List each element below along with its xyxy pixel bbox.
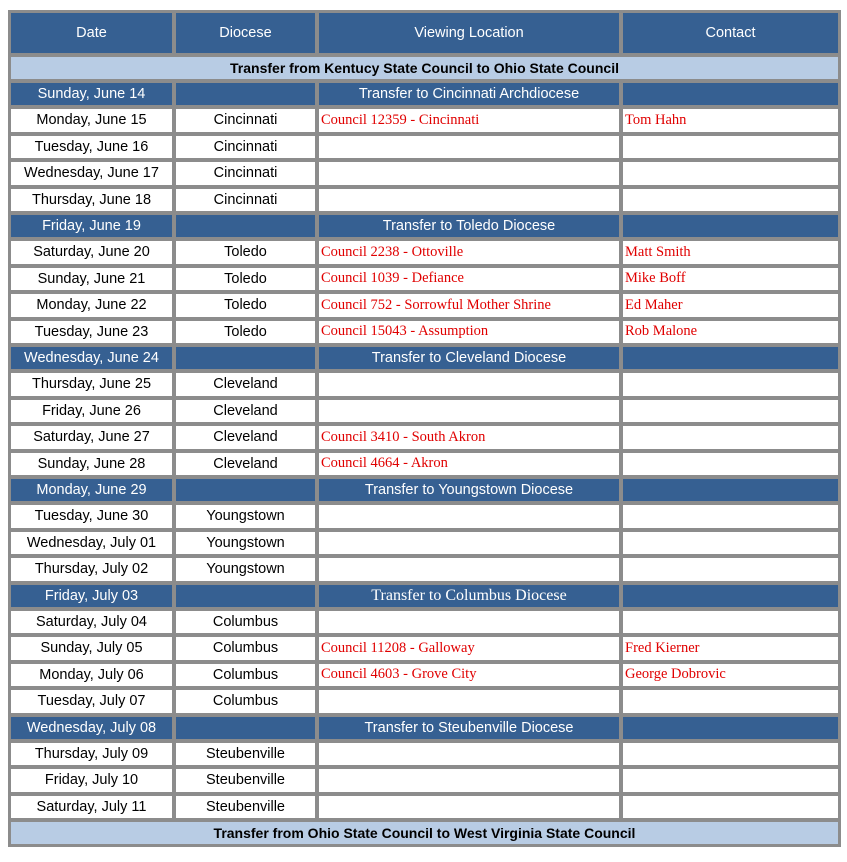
row-location (317, 134, 621, 161)
row-location (317, 741, 621, 768)
row-location: Council 3410 - South Akron (317, 424, 621, 451)
row-location (317, 767, 621, 794)
section-blank (621, 715, 840, 741)
table-row (9, 635, 840, 662)
section-date: Wednesday, June 24 (9, 345, 174, 371)
section-title: Transfer to Toledo Diocese (317, 213, 621, 239)
row-contact: Fred Kierner (621, 635, 840, 662)
row-date: Friday, July 10 (9, 767, 174, 794)
row-location: Council 4603 - Grove City (317, 662, 621, 689)
section-date: Friday, June 19 (9, 213, 174, 239)
banner-top-row (9, 55, 840, 81)
row-diocese: Toledo (174, 292, 317, 319)
section-title: Transfer to Cleveland Diocese (317, 345, 621, 371)
row-contact (621, 741, 840, 768)
row-location: Council 12359 - Cincinnati (317, 107, 621, 134)
table-row (9, 767, 840, 794)
row-location: Council 11208 - Galloway (317, 635, 621, 662)
banner-bottom-row (9, 820, 840, 846)
table-row (9, 503, 840, 530)
row-location (317, 530, 621, 557)
section-row (9, 345, 840, 371)
section-date: Wednesday, July 08 (9, 715, 174, 741)
section-blank (174, 81, 317, 107)
schedule-table (9, 11, 840, 846)
row-location (317, 398, 621, 425)
row-date: Thursday, June 25 (9, 371, 174, 398)
table-row (9, 319, 840, 346)
header-location: Viewing Location (317, 11, 621, 55)
row-location (317, 609, 621, 636)
row-diocese: Toledo (174, 239, 317, 266)
row-date: Saturday, July 11 (9, 794, 174, 821)
row-diocese: Youngstown (174, 556, 317, 583)
section-title: Transfer to Steubenville Diocese (317, 715, 621, 741)
row-date: Sunday, July 05 (9, 635, 174, 662)
section-blank (621, 81, 840, 107)
section-row (9, 715, 840, 741)
row-diocese: Toledo (174, 319, 317, 346)
table-row (9, 424, 840, 451)
row-location: Council 15043 - Assumption (317, 319, 621, 346)
table-row (9, 239, 840, 266)
row-diocese: Steubenville (174, 794, 317, 821)
table-row (9, 741, 840, 768)
row-diocese: Cleveland (174, 398, 317, 425)
row-location (317, 160, 621, 187)
row-contact: Ed Maher (621, 292, 840, 319)
row-location (317, 503, 621, 530)
table-row (9, 160, 840, 187)
row-diocese: Toledo (174, 266, 317, 293)
section-date: Monday, June 29 (9, 477, 174, 503)
row-diocese: Youngstown (174, 503, 317, 530)
table-row (9, 609, 840, 636)
section-blank (174, 345, 317, 371)
table-row (9, 187, 840, 214)
row-contact (621, 767, 840, 794)
row-contact (621, 451, 840, 478)
section-row (9, 213, 840, 239)
row-location (317, 794, 621, 821)
row-diocese: Youngstown (174, 530, 317, 557)
table-row (9, 451, 840, 478)
row-date: Wednesday, June 17 (9, 160, 174, 187)
table-row (9, 398, 840, 425)
row-diocese: Cincinnati (174, 107, 317, 134)
section-title: Transfer to Youngstown Diocese (317, 477, 621, 503)
row-contact (621, 530, 840, 557)
row-location (317, 187, 621, 214)
row-diocese: Columbus (174, 635, 317, 662)
row-contact (621, 503, 840, 530)
row-contact (621, 424, 840, 451)
section-title: Transfer to Columbus Diocese (317, 583, 621, 609)
row-date: Wednesday, July 01 (9, 530, 174, 557)
banner-top: Transfer from Kentucy State Council to Ohio State Council (9, 55, 840, 81)
row-date: Monday, June 22 (9, 292, 174, 319)
row-diocese: Cleveland (174, 424, 317, 451)
section-blank (621, 213, 840, 239)
section-blank (621, 583, 840, 609)
row-diocese: Cincinnati (174, 134, 317, 161)
header-date: Date (9, 11, 174, 55)
row-diocese: Cleveland (174, 371, 317, 398)
row-contact: Mike Boff (621, 266, 840, 293)
row-diocese: Cincinnati (174, 160, 317, 187)
row-date: Sunday, June 21 (9, 266, 174, 293)
table-row (9, 134, 840, 161)
row-contact (621, 134, 840, 161)
row-location (317, 688, 621, 715)
table-row (9, 556, 840, 583)
section-blank (174, 715, 317, 741)
row-location (317, 371, 621, 398)
row-diocese: Steubenville (174, 767, 317, 794)
row-contact (621, 556, 840, 583)
table-row (9, 662, 840, 689)
row-contact: Tom Hahn (621, 107, 840, 134)
row-date: Saturday, July 04 (9, 609, 174, 636)
section-blank (174, 477, 317, 503)
row-contact (621, 187, 840, 214)
row-date: Thursday, July 02 (9, 556, 174, 583)
row-contact (621, 609, 840, 636)
row-contact (621, 160, 840, 187)
section-title: Transfer to Cincinnati Archdiocese (317, 81, 621, 107)
row-contact (621, 398, 840, 425)
table-row (9, 266, 840, 293)
header-diocese: Diocese (174, 11, 317, 55)
row-contact (621, 688, 840, 715)
section-row (9, 477, 840, 503)
row-date: Thursday, July 09 (9, 741, 174, 768)
row-date: Tuesday, June 16 (9, 134, 174, 161)
row-date: Monday, July 06 (9, 662, 174, 689)
section-row (9, 583, 840, 609)
table-row (9, 794, 840, 821)
banner-bottom: Transfer from Ohio State Council to West Virginia State Council (9, 820, 840, 846)
row-contact: Rob Malone (621, 319, 840, 346)
row-contact (621, 371, 840, 398)
row-location: Council 752 - Sorrowful Mother Shrine (317, 292, 621, 319)
table-row (9, 292, 840, 319)
table-row (9, 107, 840, 134)
header-row (9, 11, 840, 55)
section-blank (174, 213, 317, 239)
row-date: Sunday, June 28 (9, 451, 174, 478)
section-blank (621, 477, 840, 503)
row-location: Council 1039 - Defiance (317, 266, 621, 293)
row-contact: Matt Smith (621, 239, 840, 266)
row-contact: George Dobrovic (621, 662, 840, 689)
row-diocese: Columbus (174, 609, 317, 636)
row-diocese: Columbus (174, 688, 317, 715)
row-date: Tuesday, July 07 (9, 688, 174, 715)
table-row (9, 688, 840, 715)
row-contact (621, 794, 840, 821)
row-date: Thursday, June 18 (9, 187, 174, 214)
row-location: Council 2238 - Ottoville (317, 239, 621, 266)
section-blank (174, 583, 317, 609)
table-row (9, 371, 840, 398)
row-date: Tuesday, June 30 (9, 503, 174, 530)
table-row (9, 530, 840, 557)
section-date: Sunday, June 14 (9, 81, 174, 107)
row-diocese: Cleveland (174, 451, 317, 478)
section-row (9, 81, 840, 107)
row-date: Friday, June 26 (9, 398, 174, 425)
row-location (317, 556, 621, 583)
row-diocese: Steubenville (174, 741, 317, 768)
section-date: Friday, July 03 (9, 583, 174, 609)
row-date: Saturday, June 20 (9, 239, 174, 266)
row-location: Council 4664 - Akron (317, 451, 621, 478)
row-date: Monday, June 15 (9, 107, 174, 134)
row-diocese: Columbus (174, 662, 317, 689)
header-contact: Contact (621, 11, 840, 55)
row-diocese: Cincinnati (174, 187, 317, 214)
schedule-table-wrapper (9, 11, 840, 846)
row-date: Tuesday, June 23 (9, 319, 174, 346)
section-blank (621, 345, 840, 371)
row-date: Saturday, June 27 (9, 424, 174, 451)
